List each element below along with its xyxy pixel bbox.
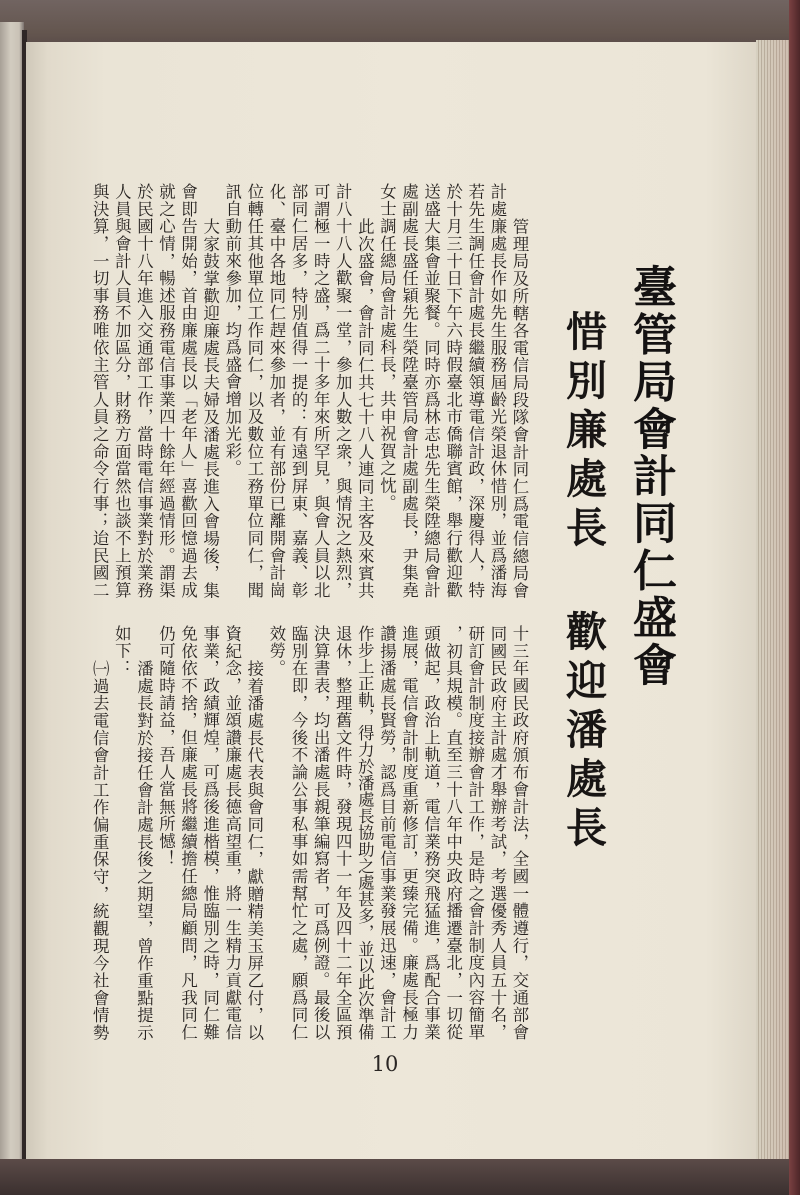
article-title: 臺管局會計同仁盛會 (625, 264, 676, 689)
text-column: 同國民政府主計處才舉辦考試，考選優秀人員五十名， (487, 625, 507, 1040)
text-column: 潘處長對於接任會計處長後之期望，曾作重點提示 (134, 659, 154, 1040)
text-column: 於十月三十日下午六時假臺北市僑聯賓館，舉行歡迎歡 (443, 183, 463, 598)
text-column: 接着潘處長代表與會同仁，獻贈精美玉屏乙付，以 (244, 659, 264, 1040)
text-column: 位轉任其他單位工作同仁，以及數位工務單位同仁，聞 (244, 183, 264, 598)
text-column: 如下： (112, 625, 132, 677)
text-column: 頭做起，政治上軌道，電信業務突飛猛進，爲配合事業 (421, 625, 441, 1040)
text-column: 可謂極一時之盛，爲二十多年來所罕見，與會人員以北 (311, 183, 331, 598)
book-top-edge (0, 0, 800, 46)
text-column: 化、臺中各地同仁趕來參加者，並有部份已離開會計崗 (266, 183, 286, 598)
text-column: 訊自動前來參加，均爲盛會增加光彩。 (222, 183, 242, 478)
text-column: ，初具規模。直至三十八年中央政府播遷臺北，一切從 (443, 625, 463, 1040)
text-column: 計八十八人歡聚一堂，參加人數之衆，與情況之熱烈， (333, 183, 353, 598)
text-column: 女士調任總局會計處科長，共申祝賀之忱。 (377, 183, 397, 512)
text-column: 進展，電信會計制度重新修訂，更臻完備。廉處長極力 (399, 625, 419, 1040)
text-column: 管理局及所轄各電信局段隊會計同仁爲電信總局會 (510, 217, 529, 598)
subtitle-welcome: 歡迎潘處長 (559, 610, 607, 855)
text-column: 免依依不捨，但廉處長將繼續擔任總局顧問，凡我同仁 (178, 625, 198, 1040)
text-column: ㈠過去電信會計工作偏重保守，統觀現今社會情勢 (90, 659, 110, 1040)
text-column: 讚揚潘處長賢勞，認爲目前電信事業發展迅速，會計工 (377, 625, 397, 1040)
text-column: 計處廉處長作如先生服務屆齡光榮退休惜別，並爲潘海 (487, 183, 507, 598)
text-column: 會即告開始，首由廉處長以「老年人」喜歡回憶過去成 (178, 183, 198, 598)
text-column: 十三年國民政府頒布會計法，全國一體遵行，交通部會 (510, 625, 529, 1040)
page-number: 10 (371, 1052, 399, 1076)
text-column: 臨別在即，今後不論公事私事如需幫忙之處，願爲同仁 (289, 625, 309, 1040)
upper-text-block (88, 183, 530, 598)
text-column: 退休，整理舊文件時，發現四十一年及四十二年全區預 (333, 625, 353, 1040)
text-column: 若先生調任會計處長繼續領導電信計政，深慶得人，特 (465, 183, 485, 598)
book-cover-edge (789, 0, 800, 1195)
page-stack-edge (756, 40, 789, 1168)
lower-text-block (88, 625, 530, 1040)
text-column: 作步上正軌，得力於潘處長協助之處甚多，並以此次準備 (355, 625, 375, 1040)
text-column: 研訂會計制度接辦會計工作，是時之會計制度內容簡單 (465, 625, 485, 1040)
text-column: 部同仁居多，特別值得一提的：有遠到屏東、嘉義、彰 (289, 183, 309, 598)
text-column: 資紀念，並頌讚廉處長德高望重，將一生精力貢獻電信 (222, 625, 242, 1040)
text-column: 就之心情，暢述服務電信事業四十餘年經過情形。謂渠 (156, 183, 176, 598)
text-column: 決算書表，均出潘處長親筆編寫者，可爲例證。最後以 (311, 625, 331, 1040)
text-column: 與決算，一切事務唯依主管人員之命令行事；迨民國二 (90, 183, 110, 598)
text-column: 事業，政績輝煌，可爲後進楷模，惟臨別之時，同仁難 (200, 625, 220, 1040)
book-bottom-edge (0, 1159, 789, 1195)
facing-page-edge (0, 22, 24, 1170)
subtitle-farewell: 惜別廉處長 (559, 310, 607, 555)
text-column: 仍可隨時請益，吾人當無所憾！ (156, 625, 176, 868)
text-column: 人員與會計人員不加區分，財務方面當然也談不上預算 (112, 183, 132, 598)
text-column: 於民國十八年進入交通部工作，當時電信事業對於業務 (134, 183, 154, 598)
text-column: 效勞。 (266, 625, 286, 677)
text-column: 此次盛會，會計同仁共七十八人連同主客及來賓共 (355, 217, 375, 598)
text-column: 大家鼓掌歡迎廉處長夫婦及潘處長進入會場後，集 (200, 217, 220, 598)
text-column: 處副處長盛任穎先生榮陞臺管局會計處副處長，尹集堯 (399, 183, 419, 598)
text-column: 送盛大集會並聚餐。同時亦爲林志忠先生榮陞總局會計 (421, 183, 441, 598)
